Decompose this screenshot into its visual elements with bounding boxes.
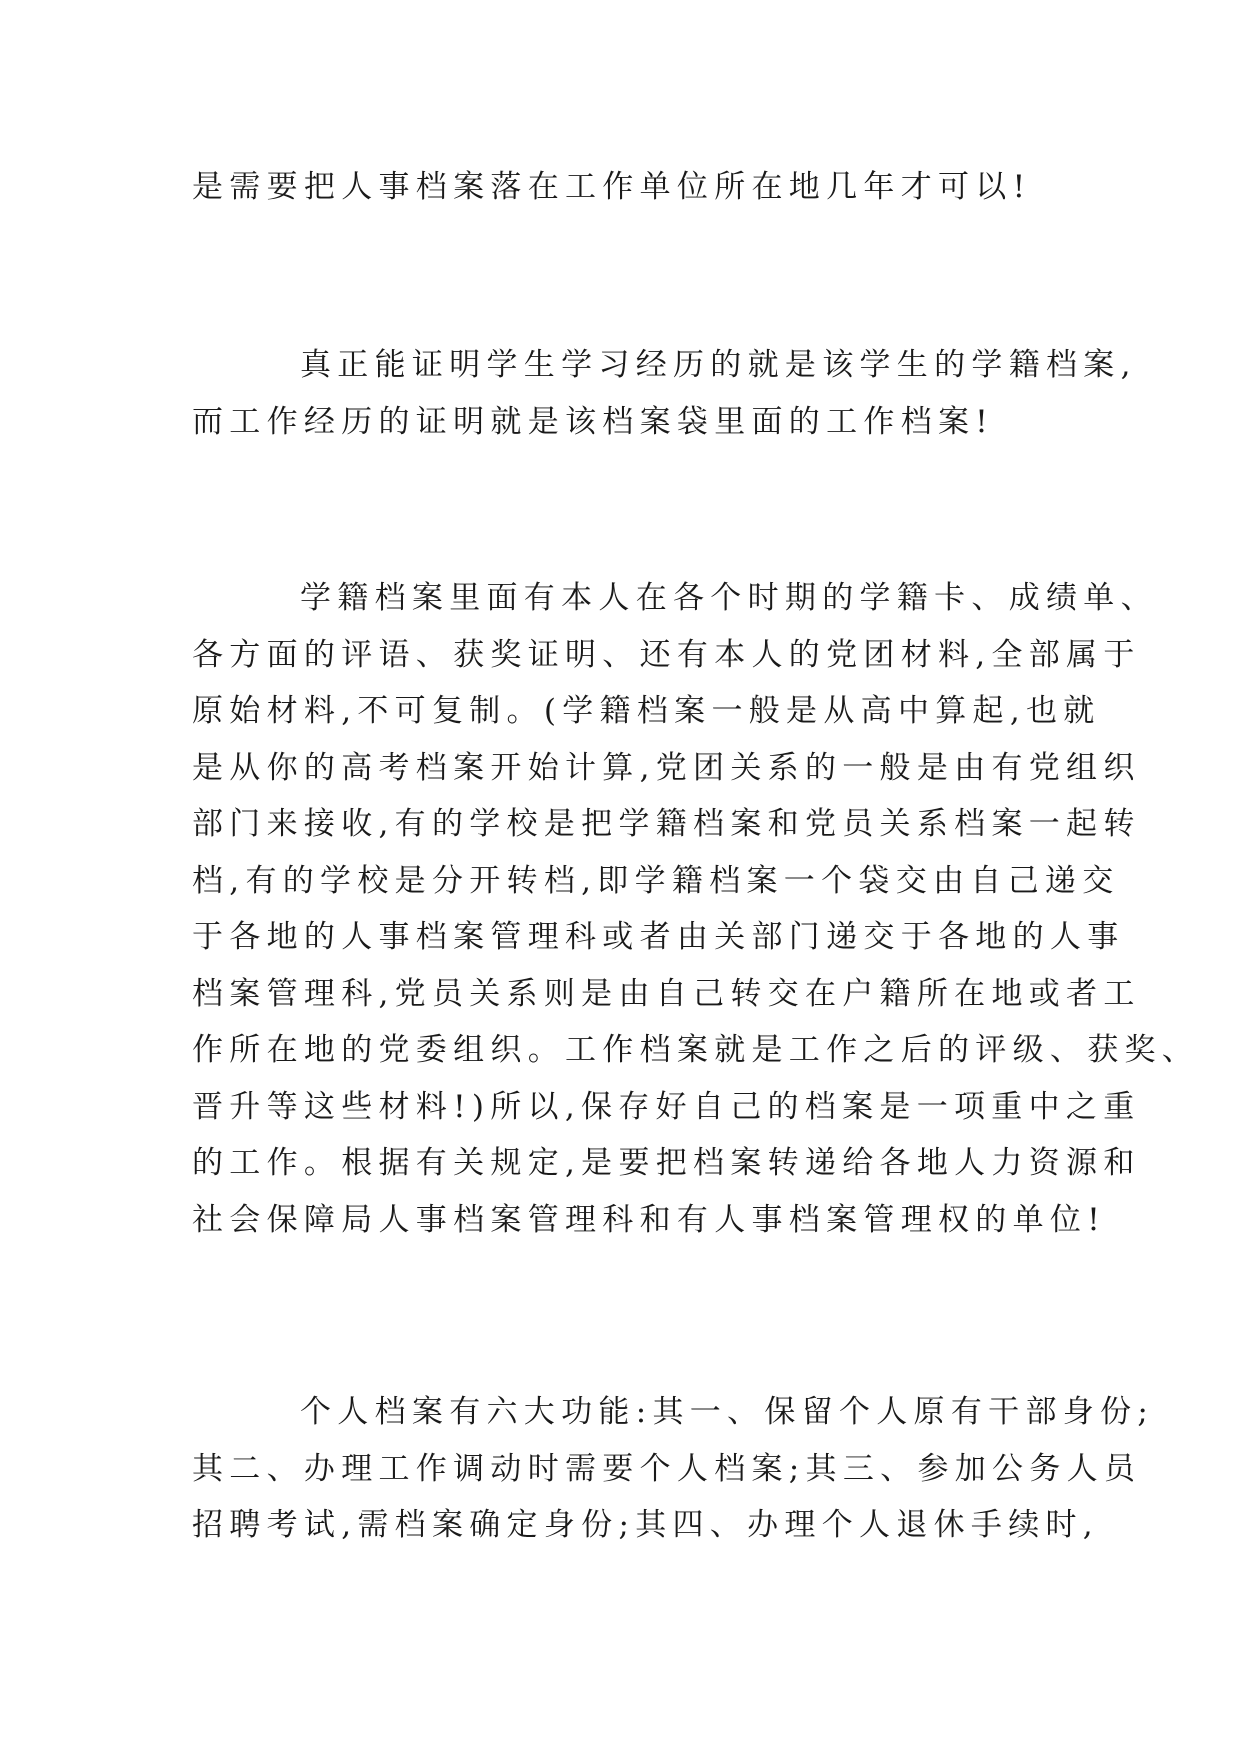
paragraph-line: 原始材料,不可复制。(学籍档案一般是从高中算起,也就 <box>192 693 1101 729</box>
paragraph-line: 晋升等这些材料!)所以,保存好自己的档案是一项重中之重 <box>192 1088 1141 1125</box>
paragraph-line: 档案管理科,党员关系则是由自己转交在户籍所在地或者工 <box>192 975 1141 1012</box>
paragraph-line: 作所在地的党委组织。工作档案就是工作之后的评级、获奖、 <box>192 1032 1200 1068</box>
paragraph-line: 而工作经历的证明就是该档案袋里面的工作档案! <box>192 403 995 440</box>
paragraph-line: 社会保障局人事档案管理科和有人事档案管理权的单位! <box>192 1201 1106 1238</box>
paragraph-line: 的工作。根据有关规定,是要把档案转递给各地人力资源和 <box>192 1145 1141 1181</box>
paragraph-line: 其二、办理工作调动时需要个人档案;其三、参加公务人员 <box>192 1450 1142 1487</box>
paragraph-line: 于各地的人事档案管理科或者由关部门递交于各地的人事 <box>192 919 1125 955</box>
paragraph-line: 学籍档案里面有本人在各个时期的学籍卡、成绩单、 <box>300 580 1158 616</box>
paragraph-4 <box>192 1384 1155 1554</box>
paragraph-line: 个人档案有六大功能:其一、保留个人原有干部身份; <box>300 1394 1155 1430</box>
paragraph-line: 各方面的评语、获奖证明、还有本人的党团材料,全部属于 <box>192 636 1141 673</box>
paragraph-line: 真正能证明学生学习经历的就是该学生的学籍档案, <box>300 347 1137 383</box>
paragraph-line: 部门来接收,有的学校是把学籍档案和党员关系档案一起转 <box>192 806 1141 842</box>
paragraph-line: 是从你的高考档案开始计算,党团关系的一般是由有党组织 <box>192 749 1141 786</box>
paragraph-3 <box>192 570 1200 1248</box>
paragraph-line: 招聘考试,需档案确定身份;其四、办理个人退休手续时, <box>192 1507 1099 1543</box>
paragraph-line: 档,有的学校是分开转档,即学籍档案一个袋交由自己递交 <box>192 862 1120 899</box>
paragraph-line: 是需要把人事档案落在工作单位所在地几年才可以! <box>192 169 1032 205</box>
paragraph-1 <box>192 159 1072 216</box>
paragraph-2 <box>192 337 1137 450</box>
